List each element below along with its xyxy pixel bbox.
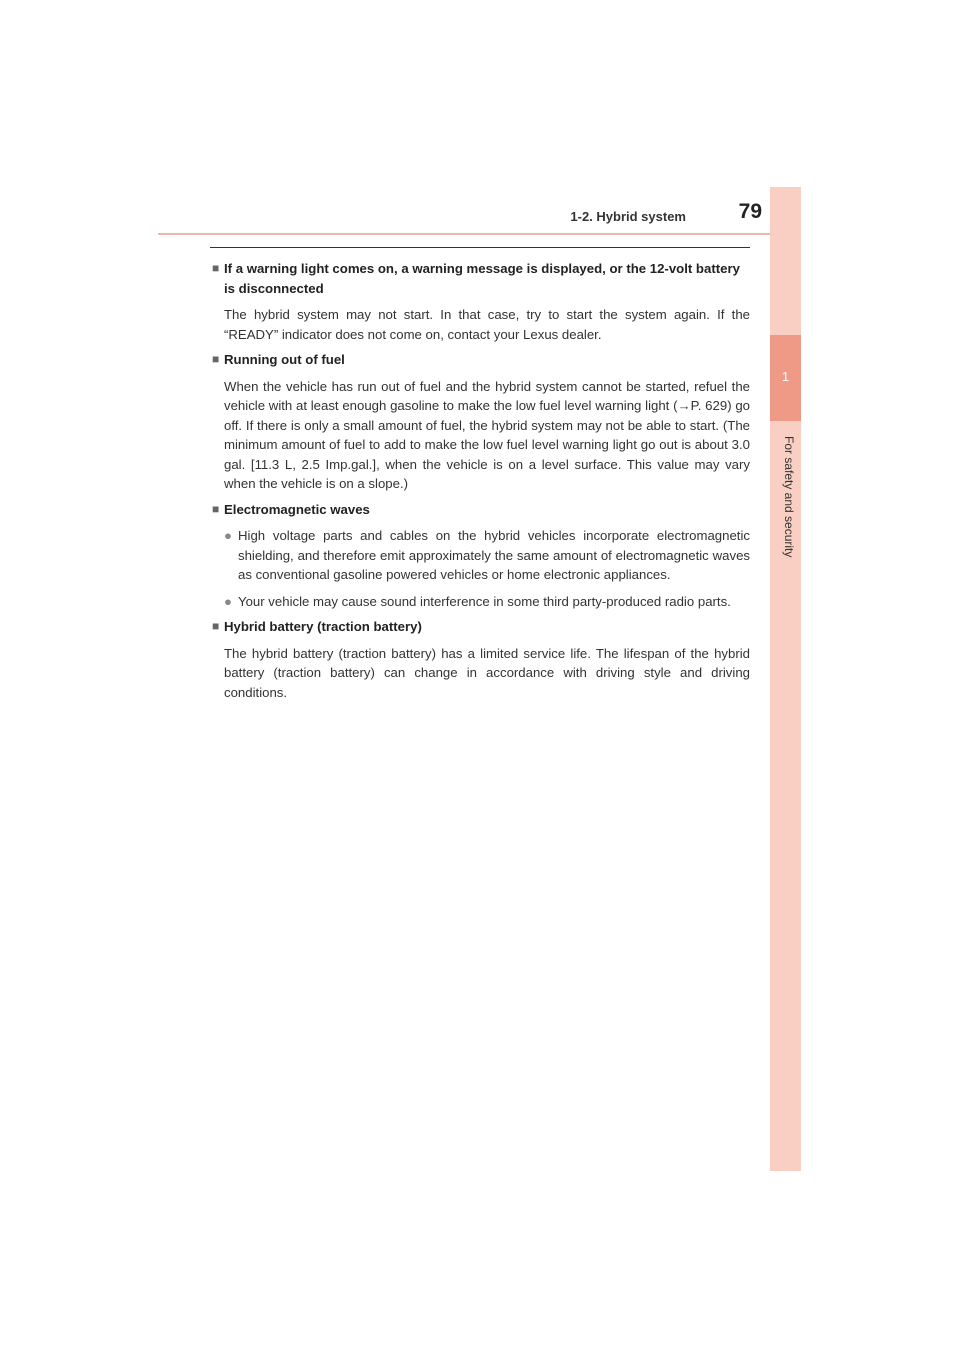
square-bullet-icon: ■ [212,261,220,275]
page-number: 79 [738,200,762,223]
page-reference-link[interactable]: P. 629 [690,398,728,413]
list-item [212,592,750,612]
square-bullet-icon: ■ [212,619,220,633]
circle-bullet-icon: ● [224,528,232,543]
bullet-text: Your vehicle may cause sound interference in some third party-produced radio parts. [238,593,731,609]
list-item [212,526,750,585]
section-heading: Electromagnetic waves [224,501,370,517]
chapter-title: For safety and security [782,436,796,558]
bullet-text: High voltage parts and cables on the hybrid vehicles incorporate electromagnetic shielding, and therefore emit approximately the same amount of electromagnetic waves as conventional gasoline powered vehicles or home electronic appliances. [238,528,750,582]
section-electromagnetic-waves [212,500,750,612]
body-text-after-reference: ) go off. If there is only a small amount of fuel, the hybrid system may not be able to start. (The minimum amount of fuel to add to make the low fuel level warning light go out is about 3.0 gal. [11.3 L, 2.5 Imp.gal.], when the vehicle is on a level surface. This value may vary when the vehicle is on a slope.) [224,398,750,491]
reference-arrow-icon: → [677,398,691,413]
header-rule [158,233,770,235]
section-heading: Running out of fuel [224,352,345,367]
square-bullet-icon: ■ [212,352,220,366]
square-bullet-icon: ■ [212,501,220,516]
section-heading: Hybrid battery (traction battery) [224,619,422,634]
content-top-rule [210,247,750,248]
section-body: The hybrid battery (traction battery) has a limited service life. The lifespan of the hybrid battery (traction battery) can change in accordance with driving style and driving conditions. [224,645,750,700]
section-running-out-of-fuel [212,350,750,494]
section-warning-light [212,259,750,344]
section-heading: If a warning light comes on, a warning message is displayed, or the 12-volt battery is disconnected [224,261,740,296]
header-section-title: 1-2. Hybrid system [570,209,686,224]
section-body: The hybrid system may not start. In that case, try to start the system again. If the “READY” indicator does not come on, contact your Lexus dealer. [224,307,750,342]
content-area [212,259,750,708]
circle-bullet-icon: ● [224,593,232,609]
section-hybrid-battery [212,617,750,702]
chapter-number: 1 [781,369,790,384]
body-text-before-reference: When the vehicle has run out of fuel and the hybrid system cannot be started, refuel the vehicle with at least enough gasoline to make the low fuel level warning light ( [224,378,750,413]
section-body [212,377,750,494]
